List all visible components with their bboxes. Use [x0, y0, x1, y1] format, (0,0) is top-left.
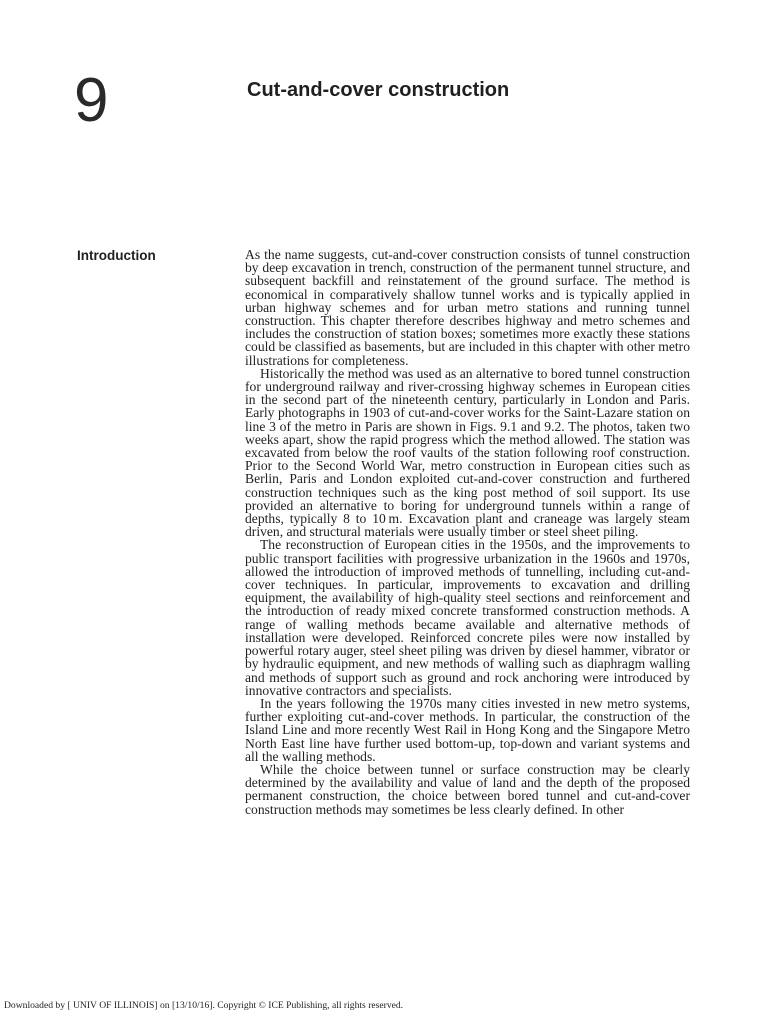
paragraph: The reconstruction of European cities in the 1950s, and the improvements to public transport facilities with progressive urbanization in the 1960s and 1970s, allowed the introduction of improved methods of tunnelling, including cut-and-cover techniques. In particular, improvements to excavation and drilling equipment, the availability of high-quality steel sections and reinforcement and the introduction of ready mixed concrete transformed construction methods. A range of walling methods became available and alternative methods of installation were developed. Reinforced concrete piles were now installed by powerful rotary auger, steel sheet piling was driven by diesel hammer, vibrator or by hydraulic equipment, and new methods of walling such as diaphragm walling and methods of support such as ground and rock anchoring were introduced by innovative contractors and specialists.: [245, 537, 690, 698]
chapter-number: 9: [74, 66, 109, 135]
download-copyright-notice: Downloaded by [ UNIV OF ILLINOIS] on [13/10/16]. Copyright © ICE Publishing, all rights reserved.: [4, 1000, 404, 1011]
paragraph: While the choice between tunnel or surface construction may be clearly determined by the availability and value of land and the depth of the proposed permanent construction, the choice between bored tunnel and cut-and-cover construction methods may sometimes be less clearly defined. In other: [245, 761, 690, 817]
chapter-title: Cut-and-cover construction: [247, 79, 510, 101]
paragraph: In the years following the 1970s many cities invested in new metro systems, further exploiting cut-and-cover methods. In particular, the construction of the Island Line and more recently West Rail in Hong Kong and the Singapore Metro North East line have further used bottom-up, top-down and variant systems and all the walling methods.: [245, 695, 690, 764]
body-text: [245, 248, 690, 816]
paragraph: As the name suggests, cut-and-cover construction consists of tunnel construction by deep excavation in trench, construction of the permanent tunnel structure, and subsequent backfill and reinstatement of the ground surface. The method is economical in comparatively shallow tunnel works and is typically applied in urban highway schemes and for urban metro stations and running tunnel construction. This chapter therefore describes highway and metro schemes and includes the construction of station boxes; sometimes more exactly these stations could be classified as basements, but are included in this chapter with other metro illustrations for completeness.: [245, 247, 690, 368]
section-heading: Introduction: [77, 248, 156, 263]
paragraph: Historically the method was used as an alternative to bored tunnel construction for underground railway and river-crossing highway schemes in European cities in the second part of the nineteenth century, particularly in London and Paris. Early photographs in 1903 of cut-and-cover works for the Saint-Lazare station on line 3 of the metro in Paris are shown in Figs. 9.1 and 9.2. The photos, taken two weeks apart, show the rapid progress which the method allowed. The station was excavated from below the roof vaults of the station following roof construction. Prior to the Second World War, metro construction in European cities such as Berlin, Paris and London exploited cut-and-cover construction and furthered construction techniques such as the king post method of soil support. Its use provided an alternative to boring for underground tunnels within a range of depths, typically 8 to 10 m. Excavation plant and craneage was largely steam driven, and structural materials were usually timber or steel sheet piling.: [245, 365, 690, 540]
